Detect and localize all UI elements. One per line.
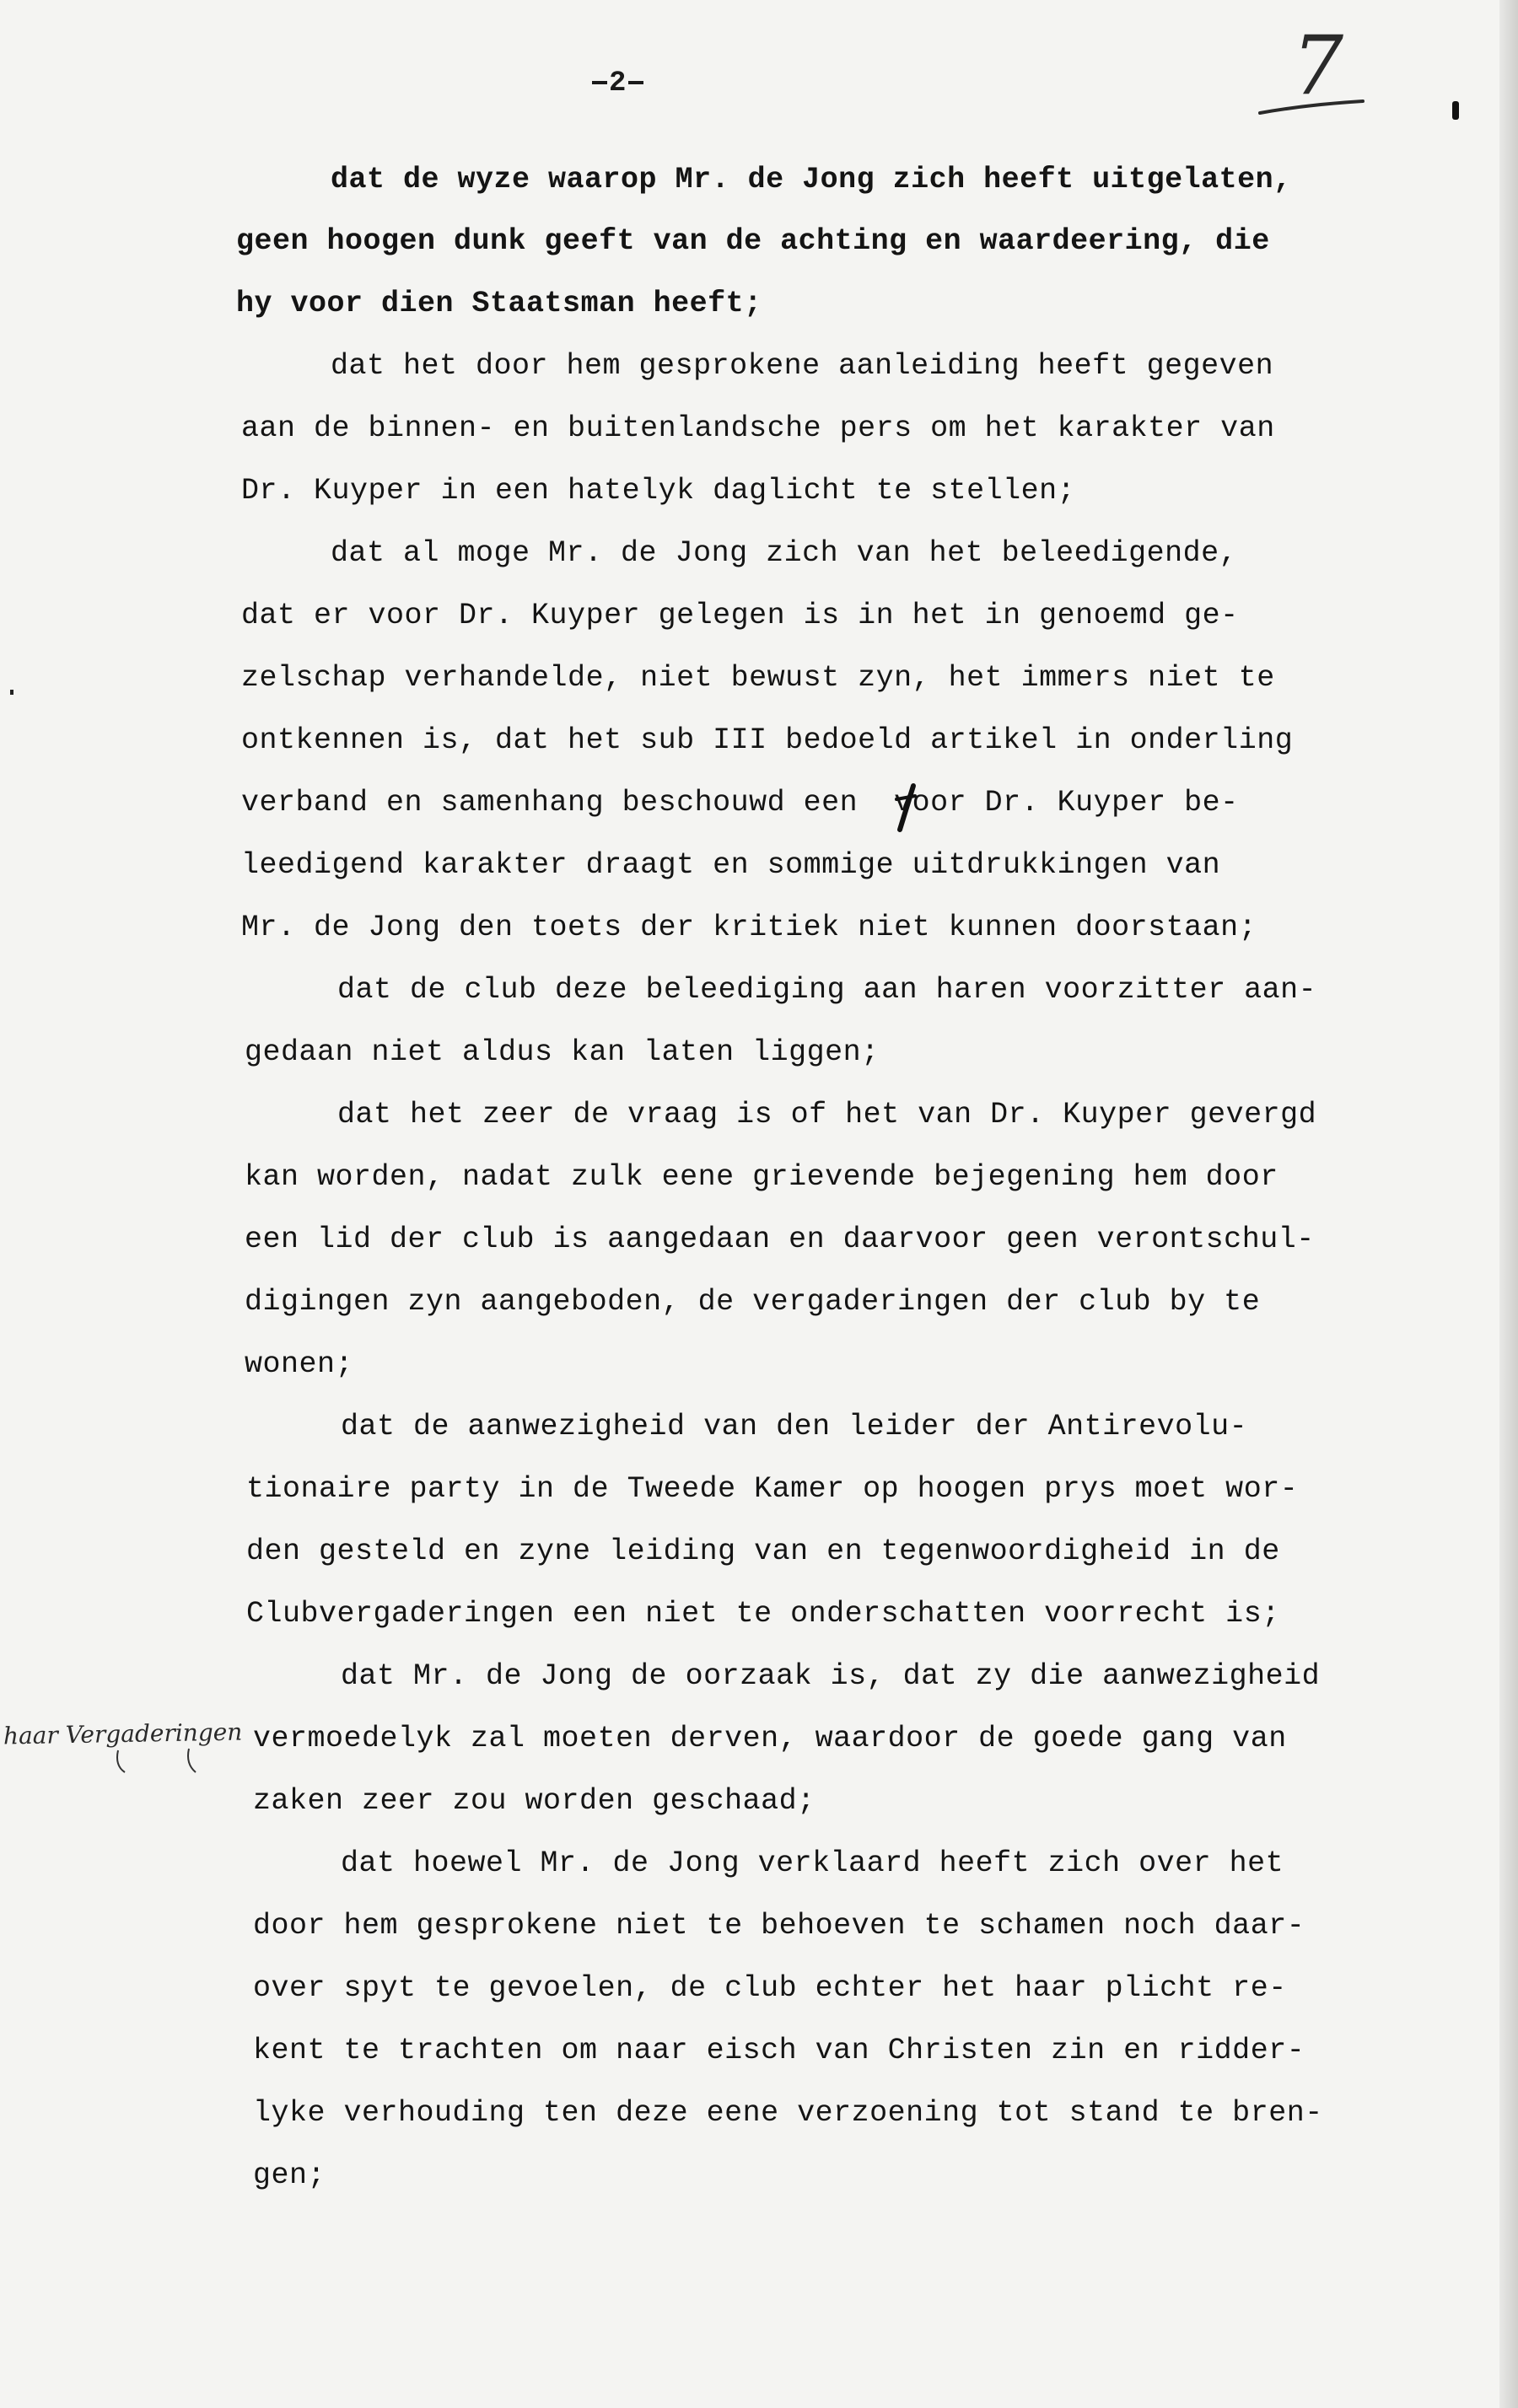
text-line: Mr. de Jong den toets der kritiek niet kunnen doorstaan; xyxy=(241,911,1257,944)
margin-note-hooks xyxy=(101,1747,219,1781)
text-line: aan de binnen- en buitenlandsche pers om het karakter van xyxy=(241,411,1275,445)
text-line: digingen zyn aangeboden, de vergaderingen der club by te xyxy=(245,1285,1261,1319)
text-line: Clubvergaderingen een niet te onderschatten voorrecht is; xyxy=(246,1597,1280,1631)
text-line: lyke verhouding ten deze eene verzoening tot stand te bren- xyxy=(253,2096,1323,2130)
handwritten-insertion-mark xyxy=(891,782,920,833)
text-line: dat er voor Dr. Kuyper gelegen is in het in genoemd ge- xyxy=(241,599,1239,632)
text-line: geen hoogen dunk geeft van de achting en waardeering, die xyxy=(236,224,1270,258)
text-line: vermoedelyk zal moeten derven, waardoor de goede gang van xyxy=(253,1722,1287,1755)
text-line: dat al moge Mr. de Jong zich van het beleedigende, xyxy=(331,536,1238,570)
text-line: kan worden, nadat zulk eene grievende bejegening hem door xyxy=(245,1160,1278,1194)
text-line: wonen; xyxy=(245,1347,354,1381)
text-line: zaken zeer zou worden geschaad; xyxy=(253,1784,816,1818)
text-line: dat Mr. de Jong de oorzaak is, dat zy die aanwezigheid xyxy=(341,1659,1321,1693)
text-line: dat de aanwezigheid van den leider der Antirevolu- xyxy=(341,1410,1248,1443)
text-line: verband en samenhang beschouwd een voor Dr. Kuyper be- xyxy=(241,786,1239,820)
text-line: gedaan niet aldus kan laten liggen; xyxy=(245,1035,880,1069)
text-line: dat het zeer de vraag is of het van Dr. Kuyper gevergd xyxy=(337,1098,1317,1131)
text-line: Dr. Kuyper in een hatelyk daglicht te stellen; xyxy=(241,474,1076,508)
handwritten-folio-number: 7 xyxy=(1292,19,1344,113)
text-line: leedigend karakter draagt en sommige uitdrukkingen van xyxy=(241,848,1221,882)
handwritten-margin-note: haar Vergaderingen xyxy=(3,1717,243,1750)
text-line: dat de wyze waarop Mr. de Jong zich heeft uitgelaten, xyxy=(331,163,1292,196)
text-line: dat hoewel Mr. de Jong verklaard heeft zich over het xyxy=(341,1846,1284,1880)
text-line: door hem gesprokene niet te behoeven te schamen noch daar- xyxy=(253,1909,1305,1943)
text-line: dat het door hem gesprokene aanleiding heeft gegeven xyxy=(331,349,1274,383)
text-line: over spyt te gevoelen, de club echter het haar plicht re- xyxy=(253,1971,1287,2005)
page-number: 2 xyxy=(590,67,645,99)
text-line: dat de club deze beleediging aan haren voorzitter aan- xyxy=(337,973,1317,1007)
text-line: ontkennen is, dat het sub III bedoeld artikel in onderling xyxy=(241,723,1294,757)
text-line: den gesteld en zyne leiding van en tegenwoordigheid in de xyxy=(246,1535,1280,1568)
text-line: een lid der club is aangedaan en daarvoor geen verontschul- xyxy=(245,1223,1315,1256)
text-line: zelschap verhandelde, niet bewust zyn, het immers niet te xyxy=(241,661,1275,695)
text-line: tionaire party in de Tweede Kamer op hoogen prys moet wor- xyxy=(246,1472,1299,1506)
text-line: kent te trachten om naar eisch van Christen zin en ridder- xyxy=(253,2034,1305,2067)
text-line: hy voor dien Staatsman heeft; xyxy=(236,287,762,320)
text-line: gen; xyxy=(253,2158,326,2192)
